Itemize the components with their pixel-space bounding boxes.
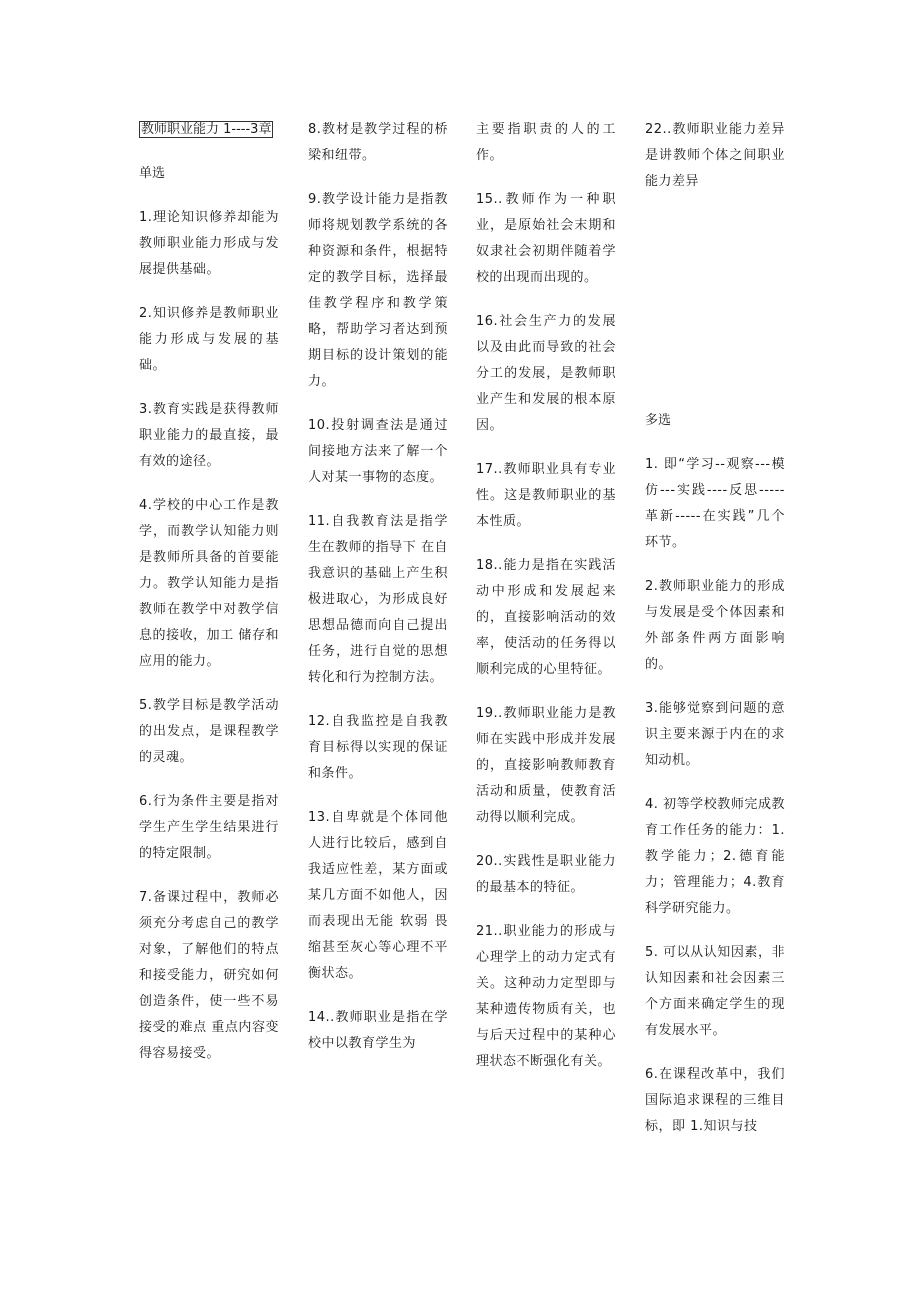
single-item-15: 15..教师作为一种职业，是原始社会末期和奴隶社会初期伴随着学校的出现而出现的。 (476, 192, 616, 285)
single-item-19: 19..教师职业能力是教师在实践中形成并发展的，直接影响教师教育活动和质量，使教育活动得以顺利完成。 (476, 706, 616, 825)
column-4 (645, 117, 785, 1158)
column-2 (308, 117, 448, 1075)
multi-item-1: 1. 即“学习--观察---模仿---实践----反思-----革新-----在实践”几个环节。 (645, 457, 785, 550)
column-1 (139, 117, 279, 1085)
single-item-22: 22..教师职业能力差异是讲教师个体之间职业能力差异 (645, 122, 785, 189)
single-item-21: 21..职业能力的形成与心理学上的动力定式有关。这种动力定型即与某种遗传物质有关，也与后天过程中的某种心理状态不断强化有关。 (476, 924, 616, 1069)
single-item-9: 9.教学设计能力是指教师将规划教学系统的各种资源和条件，根据特定的教学目标，选择最佳教学程序和教学策略，帮助学习者达到预期目标的设计策划的能力。 (308, 192, 448, 389)
single-item-4: 4.学校的中心工作是教学，而教学认知能力则是教师所具备的首要能力。教学认知能力是指教师在教学中对教学信息的接收，加工 储存和应用的能力。 (139, 498, 279, 669)
single-item-2: 2.知识修养是教师职业能力形成与发展的基础。 (139, 306, 279, 373)
single-item-18: 18..能力是指在实践活动中形成和发展起来的，直接影响活动的效率，使活动的任务得以顺利完成的心里特征。 (476, 558, 616, 677)
title-block (139, 117, 277, 143)
column-3 (476, 117, 616, 1093)
single-item-1: 1.理论知识修养却能为教师职业能力形成与发展提供基础。 (139, 210, 279, 277)
single-item-20: 20..实践性是职业能力的最基本的特征。 (476, 854, 616, 895)
single-item-14-start: 14..教师职业是指在学校中以教育学生为 (308, 1010, 448, 1051)
multi-item-6: 6.在课程改革中，我们国际追求课程的三维目标，即 1.知识与技 (645, 1067, 785, 1134)
single-item-16: 16.社会生产力的发展以及由此而导致的社会分工的发展，是教师职业产生和发展的根本原因。 (476, 314, 616, 433)
single-item-11: 11.自我教育法是指学生在教师的指导下 在自我意识的基础上产生积极进取心，为形成良好思想品德而向自己提出任务，进行自觉的思想转化和行为控制方法。 (308, 514, 448, 685)
single-item-3: 3.教育实践是获得教师职业能力的最直接，最有效的途径。 (139, 402, 279, 469)
single-item-14-end: 主要指职责的人的工作。 (476, 122, 616, 163)
single-item-13: 13.自卑就是个体同他人进行比较后，感到自我适应性差，某方面或某几方面不如他人，因而表现出无能 软弱 畏缩甚至灰心等心理不平衡状态。 (308, 810, 448, 981)
single-item-10: 10.投射调查法是通过间接地方法来了解一个人对某一事物的态度。 (308, 418, 448, 485)
multi-item-5: 5. 可以从认知因素，非认知因素和社会因素三个方面来确定学生的现有发展水平。 (645, 945, 785, 1038)
single-item-12: 12.自我监控是自我教育目标得以实现的保证和条件。 (308, 714, 448, 781)
single-item-17: 17..教师职业具有专业性。这是教师职业的基本性质。 (476, 462, 616, 529)
column-gap (645, 213, 785, 408)
single-item-5: 5.教学目标是教学活动的出发点，是课程教学的灵魂。 (139, 698, 279, 765)
section-label-multi: 多选 (645, 413, 672, 428)
single-item-7: 7.备课过程中，教师必须充分考虑自己的教学对象，了解他们的特点和接受能力，研究如何创造条件，使一些不易接受的难点 重点内容变得容易接受。 (139, 890, 279, 1061)
document-title: 教师职业能力 1----3章 (141, 122, 272, 137)
single-item-8: 8.教材是教学过程的桥梁和纽带。 (308, 122, 448, 163)
section-label-single: 单选 (139, 166, 166, 181)
single-item-6: 6.行为条件主要是指对学生产生学生结果进行的特定限制。 (139, 794, 279, 861)
multi-item-3: 3.能够觉察到问题的意识主要来源于内在的求知动机。 (645, 701, 785, 768)
multi-item-2: 2.教师职业能力的形成与发展是受个体因素和外部条件两方面影响的。 (645, 579, 785, 672)
multi-item-4: 4. 初等学校教师完成教育工作任务的能力：1. 教学能力；2.德育能力；管理能力；4.教育科学研究能力。 (645, 797, 785, 916)
